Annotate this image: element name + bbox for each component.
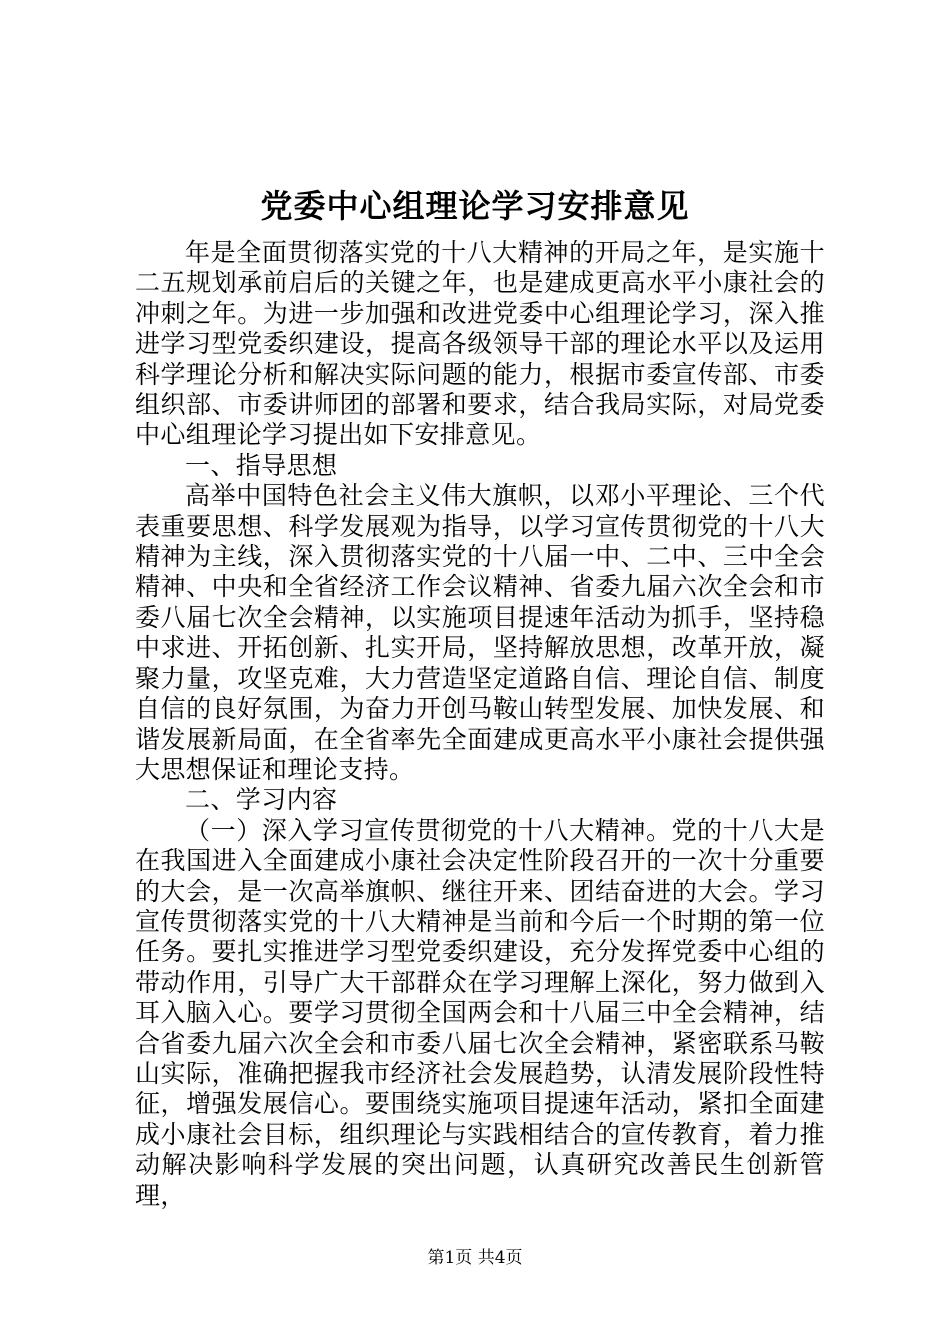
guiding-ideology-paragraph: 高举中国特色社会主义伟大旗帜，以邓小平理论、三个代表重要思想、科学发展观为指导，以学习宣传贯彻党的十八大精神为主线，深入贯彻落实党的十八届一中、二中、三中全会精神、中央和全省经济工作会议精神、省委九届六次全会和市委八届七次全会精神，以实施项目提速年活动为抓手，坚持稳中求进、开拓创新、扎实开局，坚持解放思想，改革开放，凝聚力量，攻坚克难，大力营造坚定道路自信、理论自信、制度自信的良好氛围，为奋力开创马鞍山转型发展、加快发展、和谐发展新局面，在全省率先全面建成更高水平小康社会提供强大思想保证和理论支持。 xyxy=(135,481,825,784)
document-title: 党委中心组理论学习安排意见 xyxy=(260,187,690,225)
page-number-footer: 第1页 共4页 xyxy=(427,1248,523,1268)
study-content-paragraph: （一）深入学习宣传贯彻党的十八大精神。党的十八大是在我国进入全面建成小康社会决定性阶段召开的一次十分重要的大会，是一次高举旗帜、继往开来、团结奋进的大会。学习宣传贯彻落实党的十八大精神是当前和今后一个时期的第一位任务。要扎实推进学习型党委织建设，充分发挥党委中心组的带动作用，引导广大干部群众在学习理解上深化，努力做到入耳入脑入心。要学习贯彻全国两会和十八届三中全会精神，结合省委九届六次全会和市委八届七次全会精神，紧密联系马鞍山实际，准确把握我市经济社会发展趋势，认清发展阶段性特征，增强发展信心。要围绕实施项目提速年活动，紧扣全面建成小康社会目标，组织理论与实践相结合的宣传教育，着力推动解决影响科学发展的突出问题，认真研究改善民生创新管理， xyxy=(135,815,825,1210)
document-body xyxy=(135,238,825,1211)
section-heading-guiding-ideology: 一、指导思想 xyxy=(185,450,338,480)
intro-paragraph: 年是全面贯彻落实党的十八大精神的开局之年，是实施十二五规划承前启后的关键之年，也是建成更高水平小康社会的冲刺之年。为进一步加强和改进党委中心组理论学习，深入推进学习型党委织建设，提高各级领导干部的理论水平以及运用科学理论分析和解决实际问题的能力，根据市委宣传部、市委组织部、市委讲师团的部署和要求，结合我局实际，对局党委中心组理论学习提出如下安排意见。 xyxy=(135,238,825,450)
section-heading-study-content: 二、学习内容 xyxy=(185,785,338,815)
